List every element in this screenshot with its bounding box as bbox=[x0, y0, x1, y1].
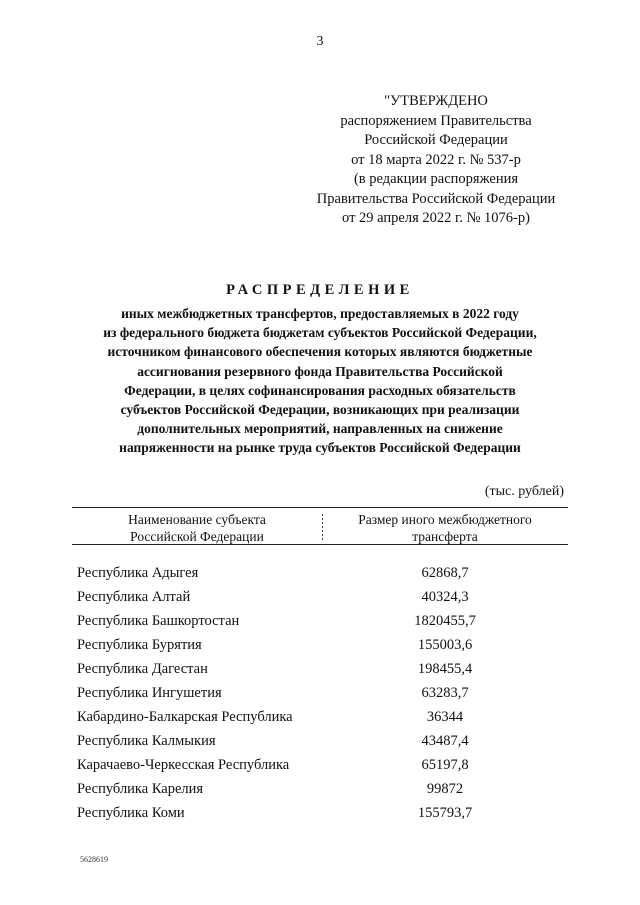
approval-line: (в редакции распоряжения bbox=[353, 171, 519, 187]
subtitle-line: ассигнования резервного фонда Правительства Российской bbox=[137, 363, 503, 379]
table-row bbox=[72, 753, 568, 777]
subject-name: Республика Дагестан bbox=[77, 661, 208, 677]
subtitle-line: субъектов Российской Федерации, возникающих при реализации bbox=[120, 402, 520, 418]
header-text: Размер иного межбюджетного bbox=[358, 512, 532, 527]
approval-line: от 18 марта 2022 г. № 537-р bbox=[351, 151, 521, 168]
subject-name: Карачаево-Черкесская Республика bbox=[77, 757, 290, 773]
transfer-amount: 155003,6 bbox=[417, 637, 473, 653]
subtitle-line: дополнительных мероприятий, направленных на снижение bbox=[137, 421, 503, 437]
subject-name: Республика Карелия bbox=[77, 781, 204, 797]
transfer-amount: 63283,7 bbox=[421, 685, 469, 701]
approval-block bbox=[300, 92, 572, 229]
transfer-amount: 1820455,7 bbox=[414, 613, 476, 629]
transfer-amount: 40324,3 bbox=[421, 589, 469, 605]
subtitle-line: источником финансового обеспечения которых являются бюджетные bbox=[107, 344, 533, 360]
table-row bbox=[72, 585, 568, 609]
transfer-amount: 36344 bbox=[426, 709, 464, 725]
table-row bbox=[72, 705, 568, 729]
approval-line: "УТВЕРЖДЕНО bbox=[384, 93, 488, 109]
subject-name: Республика Адыгея bbox=[77, 565, 199, 581]
transfer-amount: 198455,4 bbox=[417, 661, 473, 677]
transfer-amount: 62868,7 bbox=[421, 565, 469, 581]
header-text: Российской Федерации bbox=[130, 529, 264, 544]
document-title: РАСПРЕДЕЛЕНИЕ bbox=[226, 282, 414, 298]
subject-name: Республика Башкортостан bbox=[77, 613, 240, 629]
table-row bbox=[72, 777, 568, 801]
page-number: 3 bbox=[316, 34, 324, 49]
table-row bbox=[72, 633, 568, 657]
table-row bbox=[72, 681, 568, 705]
subject-name: Республика Бурятия bbox=[77, 637, 202, 653]
header-subject-name bbox=[72, 511, 322, 545]
subject-name: Республика Калмыкия bbox=[77, 733, 216, 749]
approval-line: Правительства Российской Федерации bbox=[316, 190, 556, 207]
approval-line: Российской Федерации bbox=[364, 132, 508, 148]
transfer-amount: 155793,7 bbox=[417, 805, 473, 821]
document-subtitle bbox=[60, 304, 580, 458]
subtitle-line: иных межбюджетных трансфертов, предоставляемых в 2022 году bbox=[121, 306, 519, 321]
table-row bbox=[72, 729, 568, 753]
subject-name: Республика Коми bbox=[77, 805, 185, 821]
header-text: трансферта bbox=[412, 529, 478, 544]
transfer-amount: 99872 bbox=[426, 781, 464, 797]
table-row bbox=[72, 657, 568, 681]
subtitle-line: из федерального бюджета бюджетам субъектов Российской Федерации, bbox=[103, 325, 537, 341]
subject-name: Кабардино-Балкарская Республика bbox=[77, 709, 293, 725]
subtitle-line: Федерации, в целях софинансирования расходных обязательств bbox=[124, 382, 516, 398]
transfer-amount: 43487,4 bbox=[421, 733, 469, 749]
footer-document-code: 5628619 bbox=[80, 855, 108, 864]
subtitle-line: напряженности на рынке труда субъектов Российской Федерации bbox=[119, 440, 521, 456]
table-row bbox=[72, 609, 568, 633]
units-label: (тыс. рублей) bbox=[484, 484, 564, 499]
approval-line: распоряжением Правительства bbox=[340, 112, 532, 129]
approval-line: от 29 апреля 2022 г. № 1076-р) bbox=[342, 210, 530, 226]
subject-name: Республика Ингушетия bbox=[77, 685, 222, 701]
header-transfer-amount bbox=[322, 511, 568, 545]
table-body bbox=[72, 561, 568, 825]
header-text: Наименование субъекта bbox=[128, 512, 266, 527]
table-row bbox=[72, 561, 568, 585]
transfer-amount: 65197,8 bbox=[421, 757, 469, 773]
subject-name: Республика Алтай bbox=[77, 589, 191, 605]
table-row bbox=[72, 801, 568, 825]
table-header bbox=[72, 507, 568, 545]
distribution-table bbox=[72, 507, 568, 825]
